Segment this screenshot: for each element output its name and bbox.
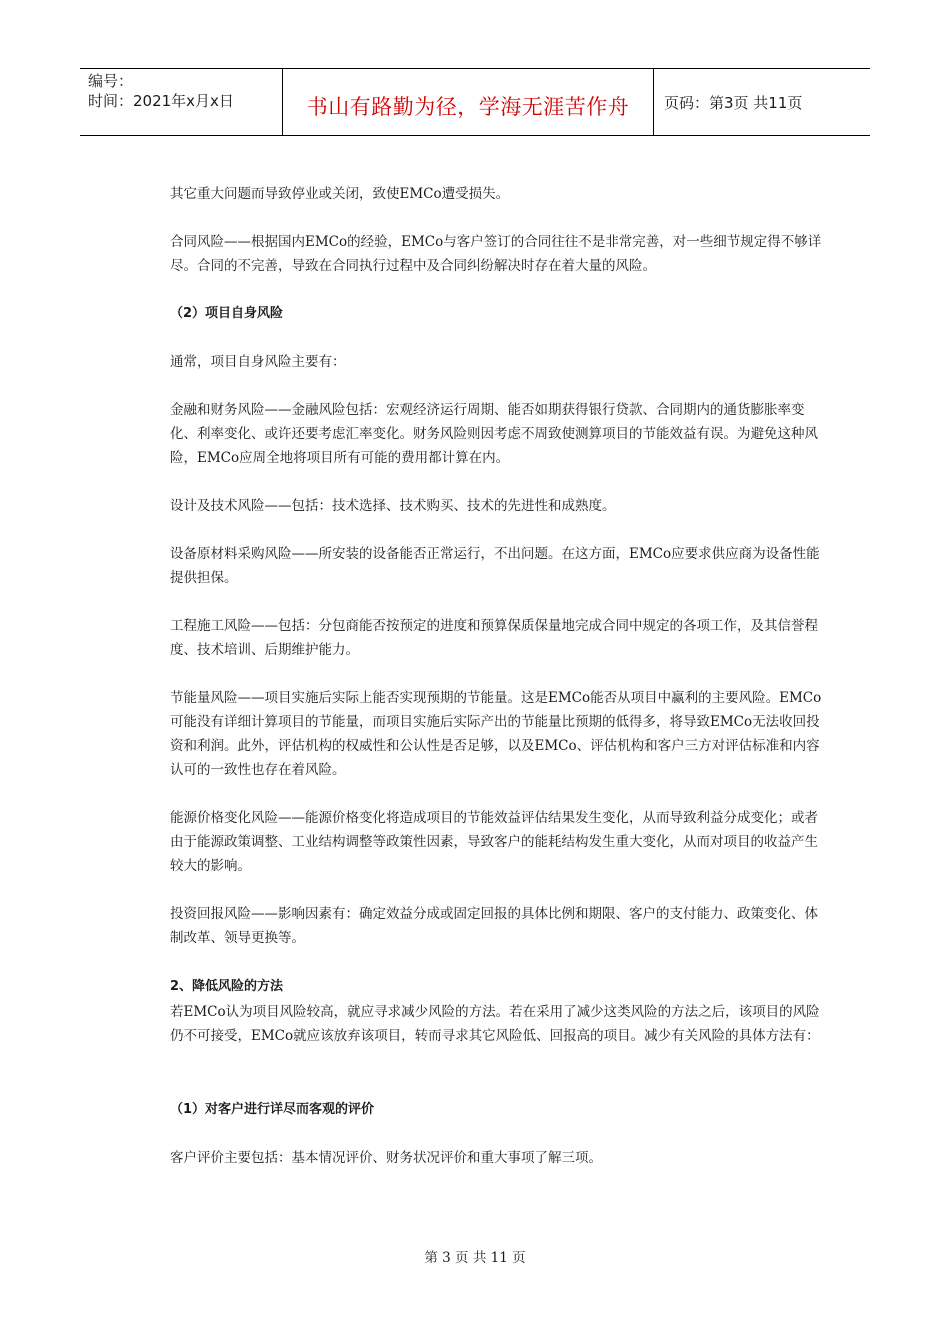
section-heading: 2、降低风险的方法 [170, 979, 284, 994]
paragraph: 金融和财务风险——金融风险包括：宏观经济运行周期、能否如期获得银行贷款、合同期内的通货膨胀率变化、利率变化、或许还要考虑汇率变化。财务风险则因考虑不周致使测算项目的节能效益有误。为避免这种风险，EMCo应周全地将项目所有可能的费用都计算在内。 [170, 402, 818, 466]
section-heading: （1）对客户进行详尽而客观的评价 [170, 1102, 375, 1117]
paragraph: 其它重大问题而导致停业或关闭，致使EMCo遭受损失。 [170, 186, 510, 202]
paragraph: 工程施工风险——包括：分包商能否按预定的进度和预算保质保量地完成合同中规定的各项工作，及其信誉程度、技术培训、后期维护能力。 [170, 618, 818, 658]
paragraph: 设计及技术风险——包括：技术选择、技术购买、技术的先进性和成熟度。 [170, 498, 616, 514]
paragraph: 合同风险——根据国内EMCo的经验，EMCo与客户签订的合同往往不是非常完善，对一些细节规定得不够详尽。合同的不完善，导致在合同执行过程中及合同纠纷解决时存在着大量的风险。 [170, 234, 822, 274]
paragraph: 通常，项目自身风险主要有： [170, 354, 346, 370]
paragraph: 能源价格变化风险——能源价格变化将造成项目的节能效益评估结果发生变化，从而导致利益分成变化；或者由于能源政策调整、工业结构调整等政策性因素，导致客户的能耗结构发生重大变化，从而对项目的收益产生较大的影响。 [170, 810, 818, 874]
paragraph: 节能量风险——项目实施后实际上能否实现预期的节能量。这是EMCo能否从项目中赢利的主要风险。EMCo可能没有详细计算项目的节能量，而项目实施后实际产出的节能量比预期的低得多，将导致EMCo无法收回投资和利润。此外，评估机构的权威性和公认性是否足够，以及EMCo、评估机构和客户三方对评估标准和内容认可的一致性也存在着风险。 [170, 690, 822, 778]
header-info [80, 69, 282, 135]
motto: 书山有路勤为径，学海无涯苦作舟 [306, 95, 630, 119]
section-heading: （2）项目自身风险 [170, 306, 284, 321]
paragraph: 投资回报风险——影响因素有：确定效益分成或固定回报的具体比例和期限、客户的支付能力、政策变化、体制改革、领导更换等。 [170, 906, 818, 946]
page-footer: 第 3 页 共 11 页 [424, 1250, 526, 1266]
paragraph: 客户评价主要包括：基本情况评价、财务状况评价和重大事项了解三项。 [170, 1150, 602, 1166]
page-header [80, 68, 870, 136]
paragraph: 若EMCo认为项目风险较高，就应寻求减少风险的方法。若在采用了减少这类风险的方法之后，该项目的风险仍不可接受，EMCo就应该放弃该项目，转而寻求其它风险低、回报高的项目。减少有关风险的具体方法有： [170, 1004, 820, 1044]
paragraph: 设备原材料采购风险——所安装的设备能否正常运行，不出问题。在这方面，EMCo应要求供应商为设备性能提供担保。 [170, 546, 820, 586]
time-label: 时间：2021年x月x日 [88, 92, 234, 110]
number-label: 编号： [88, 72, 134, 90]
header-page-label: 页码：第3页 共11页 [664, 94, 803, 112]
header-motto-cell [282, 69, 654, 135]
